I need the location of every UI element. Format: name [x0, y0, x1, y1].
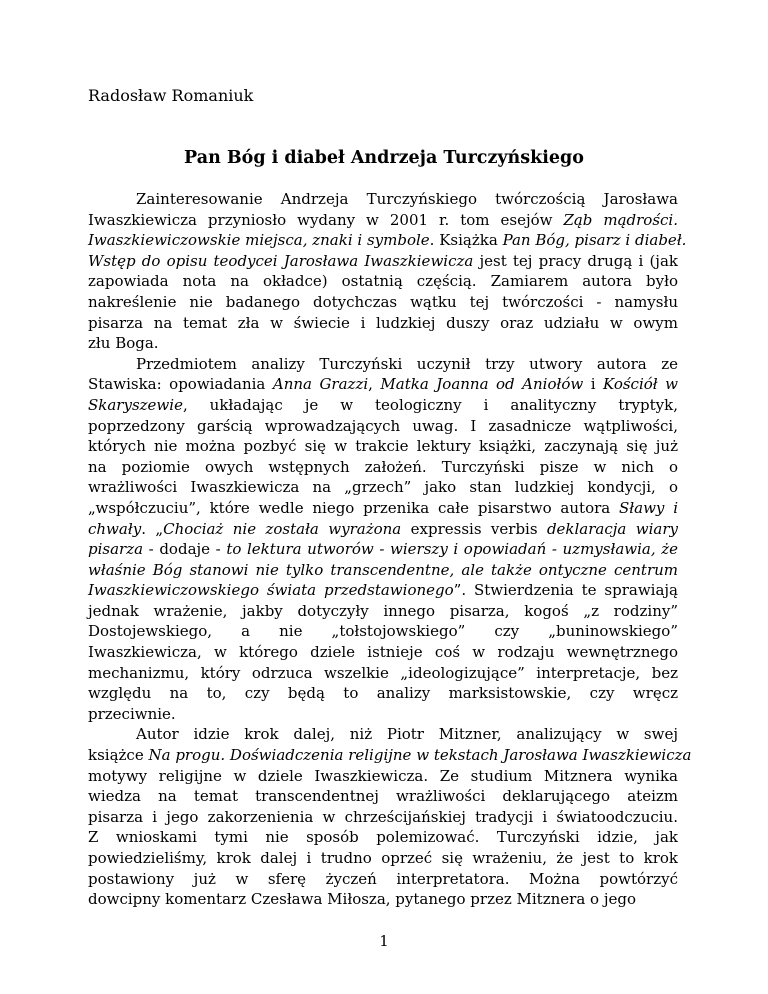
text-run: przeciwnie.: [88, 704, 176, 723]
text-run: których nie można pozbyć się w trakcie lektury książki, zaczynają się już: [88, 437, 678, 456]
text-run: ,: [368, 375, 381, 394]
italic-text: pisarza: [88, 540, 144, 559]
text-line: [88, 498, 678, 519]
italic-text: Iwaszkiewiczowskie miejsca, znaki i symbole: [88, 231, 430, 250]
text-run: i: [583, 375, 604, 394]
text-line: [88, 333, 678, 354]
text-line: [88, 601, 678, 622]
italic-text: Ząb mądrości.: [563, 210, 678, 229]
text-line: [88, 374, 678, 395]
italic-text: Skaryszewie: [88, 395, 183, 414]
text-line: [88, 230, 687, 251]
text-line: [88, 519, 678, 540]
text-run: zapowiada nota na okładce) ostatnią częścią. Zamiarem autora było: [88, 272, 678, 291]
italic-text: Na progu. Doświadczenia religijne w tekstach Jarosława Iwaszkiewicza: [148, 746, 692, 765]
text-run: Dostojewskiego, a nie „tołstojowskiego” czy „buninowskiego”: [88, 622, 678, 641]
text-line: [88, 745, 692, 766]
text-run: powiedzieliśmy, krok dalej i trudno oprzeć się wrażeniu, że jest to krok: [88, 849, 678, 867]
text-line: [88, 251, 678, 272]
text-line: [88, 313, 678, 334]
text-run: . „: [141, 519, 164, 538]
text-run: jednak wrażenie, jakby dotyczyły innego pisarza, kogoś „z rodziny”: [88, 601, 678, 620]
text-run: Przedmiotem analizy Turczyński uczynił trzy utwory autora ze: [136, 354, 678, 373]
text-line: [88, 704, 678, 725]
text-line: [88, 642, 678, 663]
text-line: [88, 354, 678, 375]
text-run: wrażliwości Iwaszkiewicza na „grzech” jako stan ludzkiej kondycji, o: [88, 478, 678, 497]
text-line: [88, 580, 678, 601]
text-run: pisarza na temat zła w świecie i ludzkiej duszy oraz udziału w owym: [88, 313, 678, 332]
text-run: Iwaszkiewicza, w którego dziele istnieje coś w rodzaju wewnętrznego: [88, 643, 678, 662]
italic-text: chwały: [88, 519, 142, 538]
text-line: [88, 889, 678, 910]
text-run: postawiony już w sferę życzeń interpretatora. Można powtórzyć: [88, 869, 678, 888]
text-run: Autor idzie krok dalej, niż Piotr Mitzner, analizujący w swej: [136, 725, 678, 744]
italic-text: Chociaż nie została wyrażona: [163, 519, 402, 538]
text-run: na poziomie owych wstępnych założeń. Turczyński pisze w nich o: [88, 457, 678, 476]
text-run: względu na to, czy będą to analizy marksistowskie, czy wręcz: [88, 684, 678, 703]
text-line: [88, 807, 678, 828]
text-run: mechanizmu, który odrzuca wszelkie „ideologizujące” interpretacje, bez: [88, 663, 678, 682]
text-line: [88, 786, 678, 807]
text-line: [88, 457, 678, 478]
text-run: „współczuciu”, które wedle niego przenika całe pisarstwo autora: [88, 498, 620, 517]
text-run: dowcipny komentarz Czesława Miłosza, pytanego przez Mitznera o jego: [88, 890, 636, 909]
text-run: expressis verbis: [401, 519, 547, 538]
page-number: 1: [379, 932, 389, 950]
text-run: Zainteresowanie Andrzeja Turczyńskiego twórczością Jarosława: [136, 190, 678, 208]
italic-text: Wstęp do opisu teodycei Jarosława Iwaszkiewicza: [88, 251, 474, 270]
text-line: [88, 395, 678, 416]
text-line: [88, 539, 678, 560]
text-run: poprzedzony garścią wprowadzających uwag. I zasadnicze wątpliwości,: [88, 416, 678, 435]
text-run: nakreślenie nie badanego dotychczas wątku tej twórczości - namysłu: [88, 292, 678, 311]
text-run: motywy religijne w dziele Iwaszkiewicza. Ze studium Mitznera wynika: [88, 766, 678, 785]
italic-text: Kościół w: [603, 375, 678, 394]
author-name: Radosław Romaniuk: [88, 86, 254, 105]
italic-text: Matka Joanna od Aniołów: [380, 375, 584, 394]
text-line: [88, 621, 678, 642]
text-line: [88, 477, 678, 498]
text-run: pisarza i jego zakorzenienia w chrześcijańskiej tradycji i światoodczuciu.: [88, 807, 678, 826]
text-line: [88, 683, 678, 704]
text-line: [88, 663, 678, 684]
text-run: - dodaje -: [143, 540, 227, 559]
text-run: Stawiska: opowiadania: [88, 375, 273, 394]
text-run: . Książka: [429, 231, 503, 250]
text-line: [88, 292, 678, 313]
italic-text: Sławy i: [619, 498, 679, 517]
text-run: jest tej pracy drugą i (jak: [473, 251, 678, 270]
text-line: [88, 848, 678, 869]
italic-text: to lektura utworów - wierszy i opowiadań - uzmysławia, że: [226, 540, 679, 559]
italic-text: Iwaszkiewiczowskiego świata przedstawionego: [88, 581, 454, 600]
text-line: [88, 436, 678, 457]
text-line: [88, 189, 678, 210]
italic-text: deklaracja wiary: [546, 519, 678, 538]
text-line: [88, 869, 678, 890]
page-title: Pan Bóg i diabeł Andrzeja Turczyńskiego: [184, 148, 584, 168]
text-run: książce: [88, 746, 149, 765]
text-run: wiedza na temat transcendentnej wrażliwości deklarującego ateizm: [88, 787, 678, 806]
text-line: [88, 766, 678, 787]
text-run: złu Boga.: [88, 334, 159, 353]
text-run: , układając je w teologiczny i analityczny tryptyk,: [182, 395, 678, 414]
text-line: [88, 416, 678, 437]
text-line: [88, 827, 678, 848]
text-line: [88, 210, 678, 231]
italic-text: właśnie Bóg stanowi nie tylko transcendentne, ale także ontyczne centrum: [88, 560, 678, 579]
body-text: [88, 189, 692, 910]
text-run: Z wnioskami tymi nie sposób polemizować. Turczyński idzie, jak: [88, 828, 678, 847]
italic-text: Anna Grazzi: [272, 375, 369, 394]
text-run: ”. Stwierdzenia te sprawiają: [453, 581, 678, 600]
text-run: Iwaszkiewicza przyniosło wydany w 2001 r. tom esejów: [88, 210, 564, 229]
text-line: [88, 724, 678, 745]
italic-text: Pan Bóg, pisarz i diabeł.: [502, 231, 687, 250]
text-line: [88, 271, 678, 292]
text-line: [88, 560, 678, 581]
